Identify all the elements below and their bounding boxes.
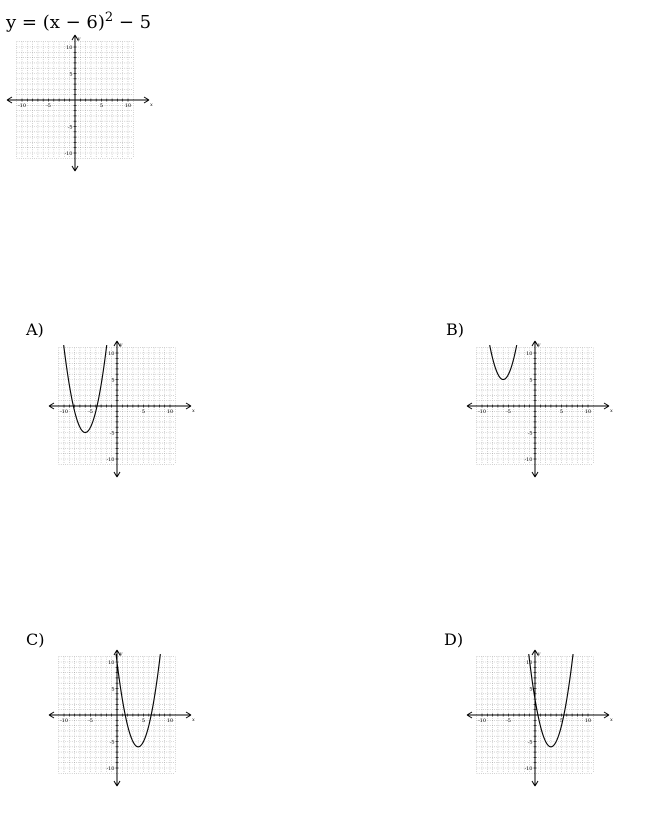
y-tick-label: 5 [111, 686, 115, 693]
y-tick-label: 5 [529, 686, 533, 693]
equation-constant: − 5 [113, 12, 152, 33]
x-tick-label: 10 [166, 718, 174, 724]
option-a-graph[interactable] [47, 339, 197, 479]
x-tick-label: -10 [59, 718, 69, 724]
y-tick-label: 10 [526, 659, 533, 666]
option-c-graph[interactable] [47, 648, 197, 788]
question-graph [5, 33, 155, 173]
x-tick-label: -10 [477, 409, 487, 415]
x-tick-label: -5 [88, 409, 93, 415]
y-axis-label: y [537, 651, 541, 657]
x-axis-label: x [192, 717, 195, 723]
x-tick-label: -5 [506, 409, 511, 415]
y-tick-label: 5 [529, 377, 533, 384]
x-tick-label: 10 [124, 103, 132, 109]
option-d-graph[interactable] [465, 648, 615, 788]
y-tick-label: -10 [106, 765, 115, 772]
y-tick-label: 10 [66, 44, 73, 51]
x-tick-label: -10 [477, 718, 487, 724]
y-tick-label: -10 [64, 150, 73, 157]
y-tick-label: 10 [108, 659, 115, 666]
y-axis-label: y [537, 342, 541, 348]
x-tick-label: -5 [88, 718, 93, 724]
equation-exponent: 2 [104, 10, 114, 25]
x-tick-label: 10 [584, 718, 592, 724]
option-a-label[interactable]: A) [26, 320, 44, 339]
y-tick-label: 5 [111, 377, 115, 384]
y-tick-label: 10 [108, 350, 115, 357]
x-axis-label: x [610, 408, 613, 414]
option-b-graph[interactable] [465, 339, 615, 479]
y-tick-label: -5 [527, 739, 533, 746]
y-tick-label: -10 [106, 456, 115, 463]
y-axis-label: y [77, 36, 81, 42]
x-tick-label: 10 [584, 409, 592, 415]
x-tick-label: 10 [166, 409, 174, 415]
question-equation [6, 6, 151, 35]
y-axis-label: y [119, 651, 123, 657]
option-d-label[interactable]: D) [444, 630, 464, 649]
y-tick-label: -10 [524, 456, 533, 463]
x-tick-label: -10 [59, 409, 69, 415]
x-axis-label: x [150, 102, 153, 108]
x-axis-label: x [610, 717, 613, 723]
y-tick-label: -5 [109, 430, 115, 437]
y-axis-label: y [119, 342, 123, 348]
y-tick-label: -10 [524, 765, 533, 772]
x-tick-label: 5 [99, 103, 104, 109]
option-c-label[interactable]: C) [26, 630, 45, 649]
y-tick-label: 10 [526, 350, 533, 357]
y-tick-label: -5 [109, 739, 115, 746]
x-tick-label: -5 [46, 103, 51, 109]
y-tick-label: 5 [69, 71, 73, 78]
x-tick-label: 5 [559, 718, 564, 724]
option-b-label[interactable]: B) [446, 320, 464, 339]
y-tick-label: -5 [527, 430, 533, 437]
x-tick-label: 5 [141, 718, 146, 724]
x-axis-label: x [192, 408, 195, 414]
equation-base: y = (x − 6) [6, 12, 105, 33]
y-tick-label: -5 [67, 124, 73, 131]
x-tick-label: 5 [559, 409, 564, 415]
x-tick-label: -5 [506, 718, 511, 724]
x-tick-label: 5 [141, 409, 146, 415]
x-tick-label: -10 [17, 103, 27, 109]
